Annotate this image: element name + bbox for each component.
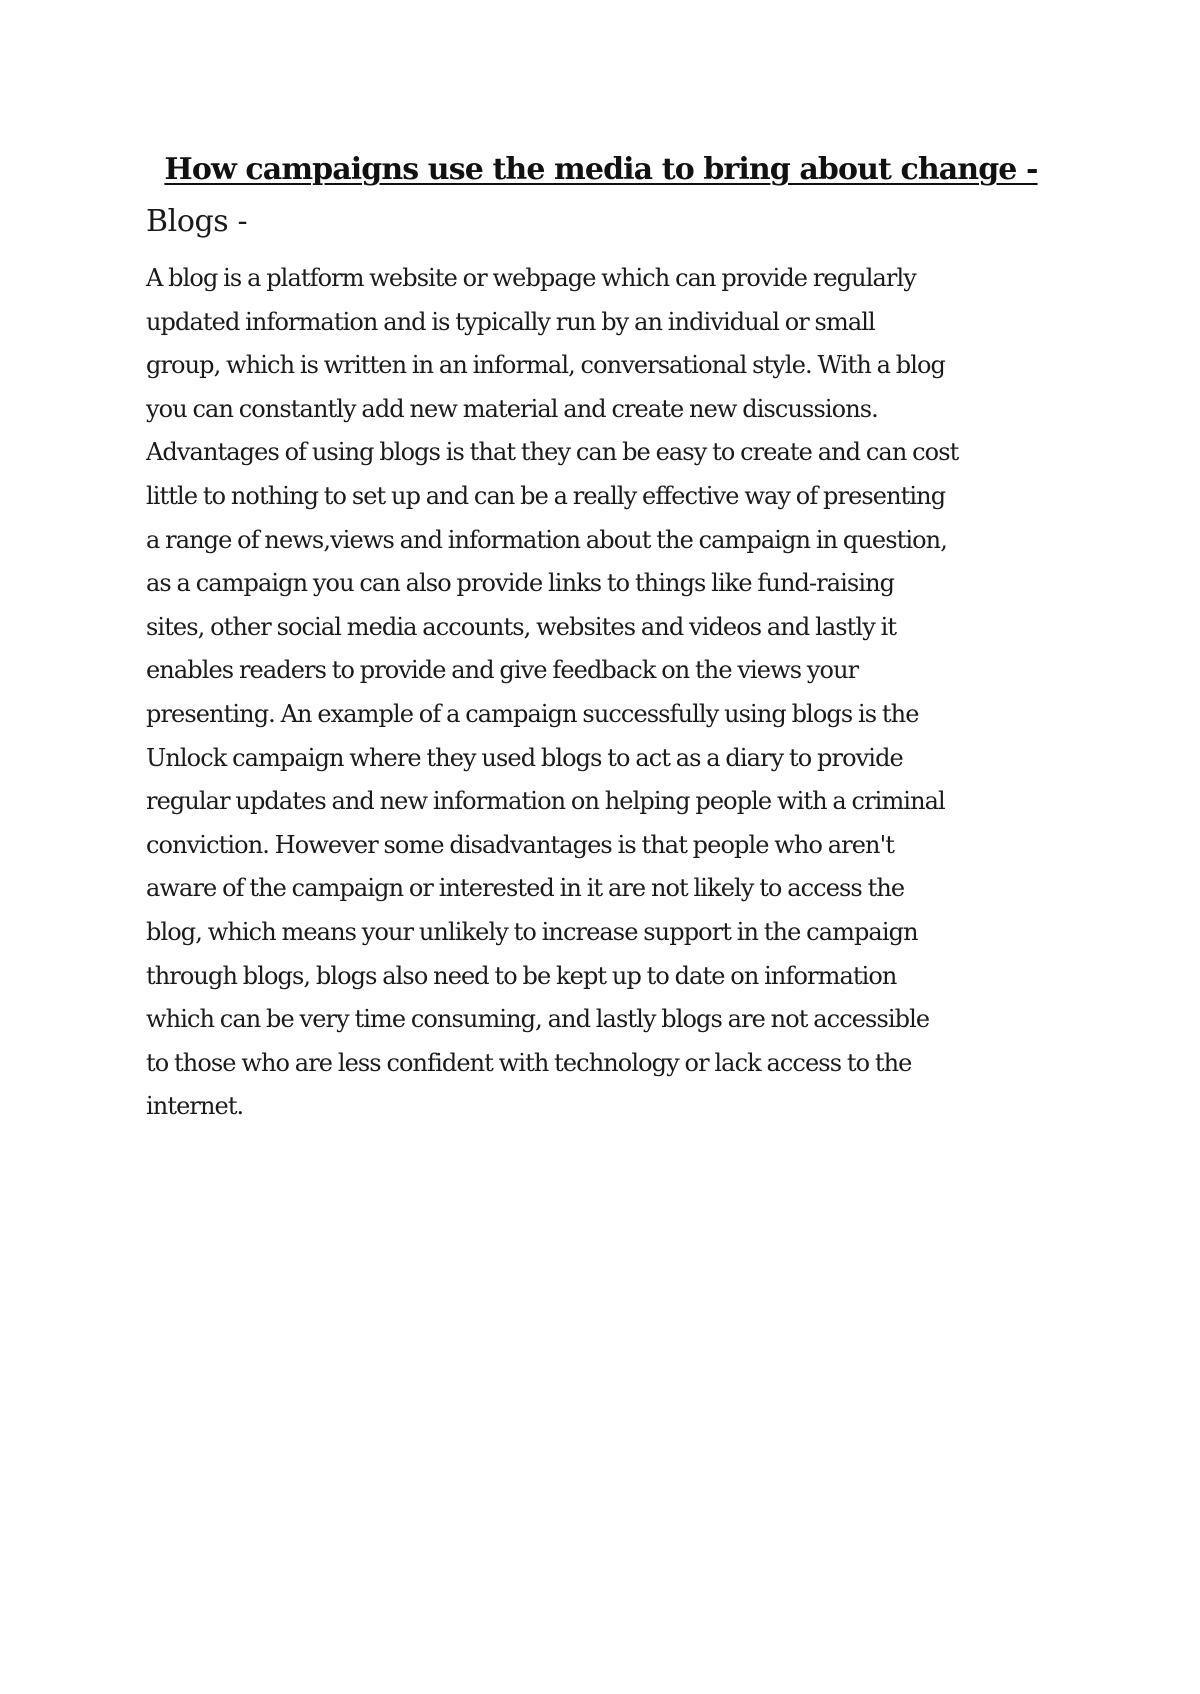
- paragraph-line: internet.: [146, 1092, 244, 1121]
- paragraph-line: sites, other social media accounts, websites and videos and lastly it: [146, 612, 897, 641]
- paragraph-line: group, which is written in an informal, conversational style. With a blog: [146, 351, 945, 380]
- paragraph-line: you can constantly add new material and create new discussions.: [146, 394, 878, 423]
- paragraph-line: conviction. However some disadvantages is that people who aren't: [146, 830, 895, 859]
- paragraph-line: updated information and is typically run by an individual or small: [146, 307, 875, 336]
- paragraph-line: Unlock campaign where they used blogs to act as a diary to provide: [146, 743, 903, 772]
- paragraph-line: aware of the campaign or interested in it are not likely to access the: [146, 874, 905, 903]
- page-title: How campaigns use the media to bring about change -: [164, 152, 1038, 187]
- paragraph-line: blog, which means your unlikely to increase support in the campaign: [146, 917, 918, 946]
- section-heading: Blogs -: [146, 204, 248, 239]
- paragraph-line: regular updates and new information on helping people with a criminal: [146, 787, 945, 816]
- paragraph-line: little to nothing to set up and can be a really effective way of presenting: [146, 481, 946, 510]
- paragraph-line: a range of news,views and information about the campaign in question,: [146, 525, 947, 554]
- paragraph-line: which can be very time consuming, and lastly blogs are not accessible: [146, 1005, 930, 1034]
- paragraph-line: Advantages of using blogs is that they can be easy to create and can cost: [146, 438, 959, 467]
- body-paragraph: [146, 257, 1076, 1129]
- paragraph-line: presenting. An example of a campaign successfully using blogs is the: [146, 699, 919, 728]
- paragraph-line: enables readers to provide and give feedback on the views your: [146, 656, 859, 685]
- paragraph-line: A blog is a platform website or webpage which can provide regularly: [146, 264, 916, 292]
- paragraph-line: through blogs, blogs also need to be kept up to date on information: [146, 961, 897, 990]
- paragraph-line: as a campaign you can also provide links to things like fund-raising: [146, 569, 895, 598]
- paragraph-line: to those who are less confident with technology or lack access to the: [146, 1048, 912, 1077]
